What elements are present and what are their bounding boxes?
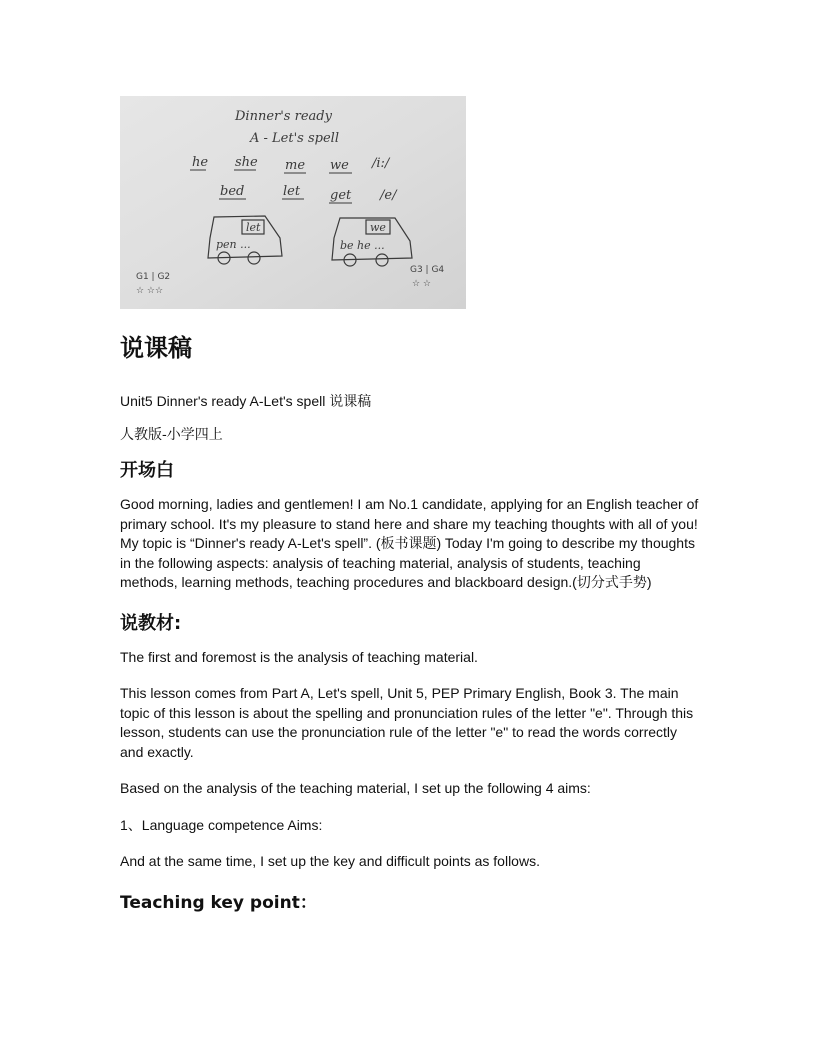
paragraph-opening: Good morning, ladies and gentlemen! I am No.1 candidate, applying for an English teacher of primary school. It's my pleasure to stand here and share my teaching thoughts with all of you! My topic is “Dinner's ready A-Let's spell”. (板书课题) Today I'm going to describe my thoughts in the following aspects: analysis of teaching material, analysis of students, teaching methods, learning methods, teaching procedures and blackboard design.(切分式手势) <box>120 496 699 590</box>
photo-title-line1: Dinner's ready <box>235 109 332 124</box>
section-heading-opening: 开场白 <box>120 460 174 481</box>
car-right-roof-label: we <box>370 221 386 234</box>
paragraph: Based on the analysis of the teaching material, I set up the following 4 aims: <box>120 780 591 796</box>
photo-word: we <box>330 158 349 173</box>
whiteboard-photo <box>120 96 466 309</box>
car-left-roof-label: let <box>246 221 261 234</box>
photo-word: she <box>235 155 258 170</box>
section-heading-key-point: Teaching key point： <box>120 892 317 913</box>
photo-word: he <box>192 155 209 170</box>
document-body <box>120 330 700 917</box>
publisher-line: 人教版-小学四上 <box>120 426 223 443</box>
star-marks-right: ☆ ☆ <box>412 279 431 289</box>
photo-phoneme: /e/ <box>380 188 397 203</box>
paragraph: This lesson comes from Part A, Let's spell, Unit 5, PEP Primary English, Book 3. The main topic of this lesson is about the spelling and pronunciation rules of the letter "e". Through this lesson, students can use the pronunciation rule of the letter "e" to read the words correctly and exactly. <box>120 685 694 760</box>
star-marks-left: ☆ ☆☆ <box>136 286 164 296</box>
group-right-label: G3 | G4 <box>410 265 445 275</box>
page-title: 说课稿 <box>120 334 192 362</box>
paragraph: 1、Language competence Aims: <box>120 816 323 833</box>
photo-phoneme: /i:/ <box>372 156 390 171</box>
car-right-body-label: be he ... <box>340 239 385 252</box>
whiteboard-drawing <box>120 96 466 309</box>
photo-title-line2: A - Let's spell <box>250 131 339 146</box>
group-left-label: G1 | G2 <box>136 272 171 282</box>
photo-word: get <box>330 188 352 203</box>
photo-word: bed <box>220 184 245 199</box>
photo-word: me <box>285 158 306 173</box>
paragraph: The first and foremost is the analysis of teaching material. <box>120 648 478 665</box>
section-heading-material: 说教材: <box>120 612 182 634</box>
paragraph: And at the same time, I set up the key and difficult points as follows. <box>120 853 540 869</box>
lesson-subtitle: Unit5 Dinner's ready A-Let's spell 说课稿 <box>120 393 372 409</box>
photo-word: let <box>283 184 301 199</box>
car-left-body-label: pen ... <box>216 238 251 251</box>
